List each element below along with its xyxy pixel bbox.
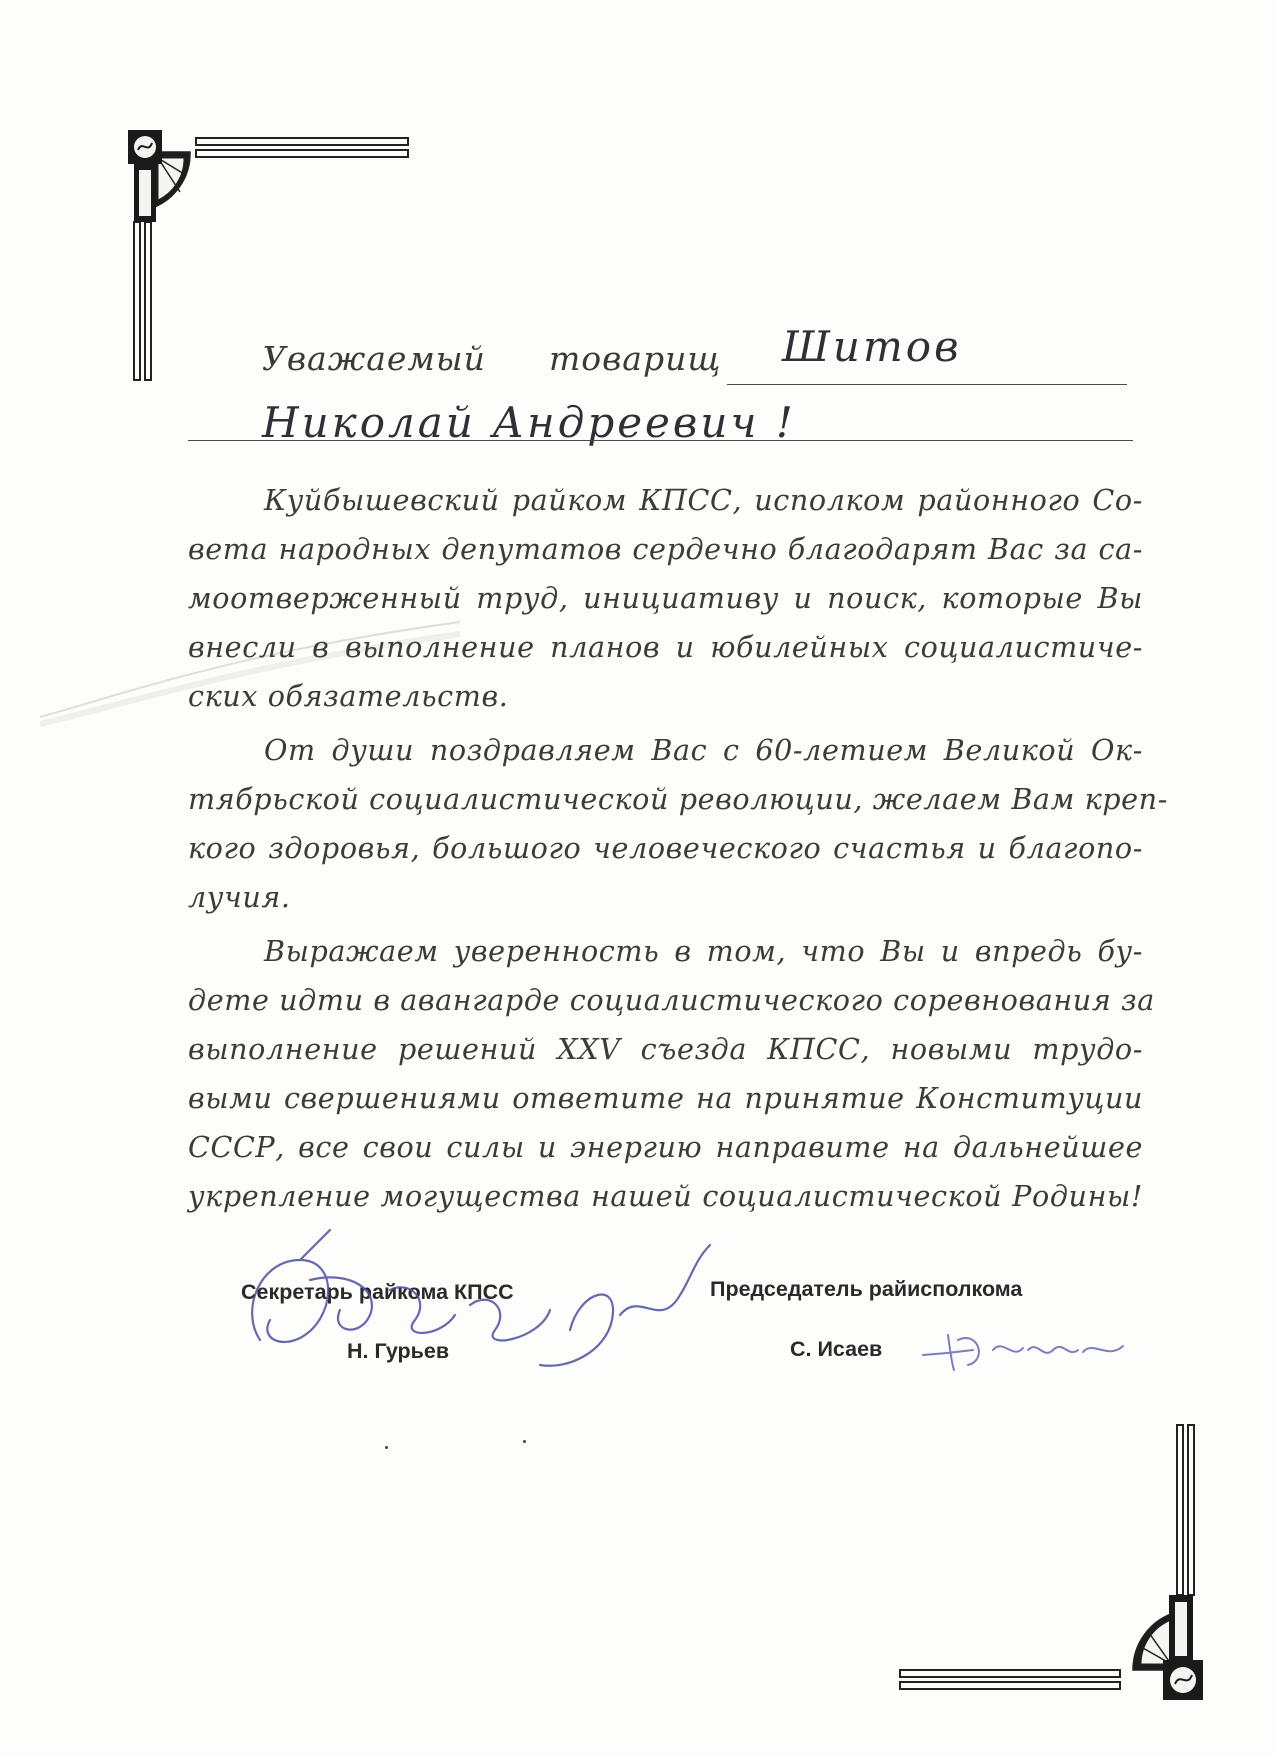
handwritten-name-patronymic: Николай Андреевич ! xyxy=(262,398,796,447)
body-line: кого здоровья, большого человеческого счастья и благопо- xyxy=(188,831,1143,865)
corner-ornament-bottom-right-icon xyxy=(895,1420,1215,1720)
body-line: вета народных депутатов сердечно благодарят Вас за са- xyxy=(188,532,1143,566)
left-signatory-name: Н. Гурьев xyxy=(347,1339,450,1363)
right-signatory-title: Председатель райисполкома xyxy=(710,1277,1023,1301)
body-line: моотверженный труд, инициативу и поиск, которые Вы xyxy=(188,581,1143,615)
body-line: внесли в выполнение планов и юбилейных социалистиче- xyxy=(188,630,1143,664)
right-signatory-name: С. Исаев xyxy=(790,1337,883,1361)
name-underline xyxy=(188,440,1133,441)
body-line: Выражаем уверенность в том, что Вы и впредь бу- xyxy=(264,934,1143,968)
ink-speck xyxy=(523,1440,526,1443)
ink-speck xyxy=(385,1446,388,1449)
letter-body xyxy=(188,476,1168,1221)
body-line: лучия. xyxy=(188,880,291,914)
body-line: От души поздравляем Вас с 60-летием Великой Ок- xyxy=(264,733,1143,767)
body-line: тябрьской социалистической революции, желаем Вам креп- xyxy=(188,782,1168,816)
body-line: дете идти в авангарде социалистического соревнования за xyxy=(188,983,1155,1017)
left-signatory-title: Секретарь райкома КПСС xyxy=(241,1280,514,1304)
right-signature-scribble xyxy=(918,1320,1138,1380)
comrade-word: товарищ xyxy=(548,339,722,378)
body-line: ских обязательств. xyxy=(188,679,509,713)
body-line: укрепление могущества нашей социалистической Родины! xyxy=(188,1179,1143,1213)
surname-underline xyxy=(727,384,1127,385)
body-line: выполнение решений XXV съезда КПСС, новыми трудо- xyxy=(188,1032,1143,1066)
body-line: Куйбышевский райком КПСС, исполком районного Со- xyxy=(264,483,1143,517)
salutation: Уважаемый xyxy=(262,339,486,378)
handwritten-surname: Шитов xyxy=(782,322,962,371)
body-line: СССР, все свои силы и энергию направите на дальнейшее xyxy=(188,1130,1143,1164)
greeting-line xyxy=(262,339,721,378)
body-line: выми свершениями ответите на принятие Конституции xyxy=(188,1081,1143,1115)
